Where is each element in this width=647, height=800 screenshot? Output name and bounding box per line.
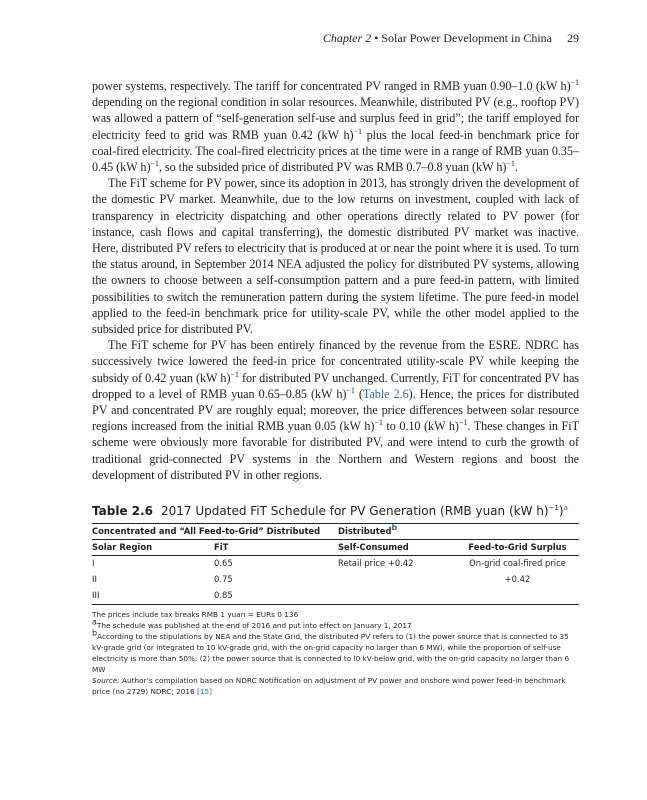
note-prices: The prices include tax breaks RMB 1 yuan = EURs 0 136 bbox=[92, 610, 299, 620]
paragraph-1: power systems, respectively. The tariff for concentrated PV ranged in RMB yuan 0.90–1.0 (kW h)$^{-1}$ depending on the regional condition in solar resources. Meanwhile, distributed PV (e.g., rooftop PV) was allowed a pattern of “self-generation self-use and surplus feed in grid”; the tariff employed for electricity feed to grid was RMB yuan 0.42 (kW h)$^{-1}$ plus the local feed-in benchmark price for coal-fired electricity. The coal-fired electricity prices at the time were in a range of RMB yuan 0.35–0.45 (kW h)$^{-1}$, so the subsided price of distributed PV was RMB 0.7–0.8 yuan (kW h)$^{-1}$. bbox=[92, 77, 579, 175]
cell-fit: 0.85 bbox=[214, 588, 338, 605]
chapter-label: Chapter 2 bbox=[322, 31, 372, 45]
group-header-concentrated: Concentrated and “All Feed-to-Grid” Distributed bbox=[92, 524, 338, 540]
table-label: Table 2.6 bbox=[92, 504, 154, 519]
page-number: 29 bbox=[567, 31, 579, 45]
group-header-distributed: Distributed$^b$ bbox=[338, 524, 579, 540]
col-header-solar-region: Solar Region bbox=[92, 540, 214, 556]
fit-schedule-table bbox=[92, 523, 579, 605]
cell-fit: 0.65 bbox=[214, 558, 233, 569]
table-row bbox=[92, 572, 579, 588]
cell-self-consumed bbox=[338, 588, 456, 605]
cell-region: II bbox=[92, 574, 97, 585]
chapter-bullet: • bbox=[374, 31, 379, 45]
chapter-title: Solar Power Development in China bbox=[381, 31, 552, 45]
table-caption: Table 2.6 2017 Updated FiT Schedule for PV Generation (RMB yuan (kW h)$^{-1}$)$^a$ bbox=[92, 504, 568, 519]
table-notes bbox=[92, 609, 579, 697]
body-text bbox=[92, 78, 579, 483]
note-b: $^b$According to the stipulations by NEA and the State Grid, the distributed PV refers to (1) the power source that is connected to 35 kV-grade grid (or integrated to 10 kV-grade grid, with the on-grid capacity no larger than 6 MW), while the proportion of self-use electricity is more than 50%; (2) the power source that is connected to l0 kV-below grid, with the on-grid capacity no larger than 6 MW bbox=[92, 628, 570, 675]
col-header-fit: FiT bbox=[214, 540, 338, 556]
cell-self-consumed bbox=[338, 572, 456, 588]
cell-feed-to-grid bbox=[456, 588, 579, 605]
cell-feed-to-grid: On-grid coal-fired price bbox=[469, 558, 566, 569]
cell-self-consumed: Retail price +0.42 bbox=[338, 558, 414, 569]
note-a: $^a$The schedule was published at the end of 2016 and put into effect on January 1, 2017 bbox=[92, 617, 412, 631]
reference-15-link[interactable]: [15] bbox=[197, 687, 213, 697]
col-header-feed-to-grid: Feed-to-Grid Surplus bbox=[456, 540, 579, 556]
page bbox=[92, 30, 579, 697]
table-note-a-ref: a bbox=[563, 504, 568, 513]
table-title: 2017 Updated FiT Schedule for PV Generation (RMB yuan (kW h) bbox=[161, 504, 549, 519]
paragraph-2: The FiT scheme for PV power, since its adoption in 2013, has strongly driven the development of the domestic PV market. Meanwhile, due to the low returns on investment, coupled with lack of transparency in electricity dispatching and other operations directly related to PV power (for instance, cash flows and capital transferring), the domestic distributed PV market was inactive. Here, distributed PV refers to electricity that is produced at or near the point where it is used. To turn the status around, in September 2014 NEA adjusted the policy for distributed PV systems, allowing the owners to choose between a self-consumption pattern and a pure feed-in pattern, with limited possibilities to switch the remuneration pattern during the system lifetime. The pure feed-in model applied to the feed-in benchmark price for utility-scale PV, while the other model applied to the subsided price for distributed PV. bbox=[92, 176, 579, 337]
table-group-header-row bbox=[92, 524, 579, 540]
table-2-6-link[interactable]: Table 2.6 bbox=[362, 386, 409, 401]
cell-feed-to-grid: +0.42 bbox=[504, 574, 531, 585]
table-column-header-row bbox=[92, 540, 579, 556]
running-head bbox=[92, 30, 579, 46]
table-row bbox=[92, 556, 579, 573]
table-row bbox=[92, 588, 579, 605]
note-source: Source: Author’s compilation based on NDRC Notification on adjustment of PV power and onshore wind power feed-in benchmark price (no 2729) NDRC; 2016 [15] bbox=[92, 676, 566, 697]
paragraph-3: The FiT scheme for PV has been entirely financed by the revenue from the ESRE. NDRC has successively twice lowered the feed-in price for concentrated utility-scale PV while keeping the subsidy of 0.42 yuan (kW h)$^{-1}$ for distributed PV unchanged. Currently, FiT for concentrated PV has dropped to a level of RMB yuan 0.65–0.85 (kW h)$^{-1}$ (Table 2.6). Hence, the prices for distributed PV and concentrated PV are roughly equal; moreover, the price differences between solar resource regions increased from the initial RMB yuan 0.05 (kW h)$^{-1}$ to 0.10 (kW h)$^{-1}$. These changes in FiT scheme were obviously more favorable for distributed PV, and were intend to curb the growth of traditional grid-connected PV systems in the Northern and Western regions and boost the development of distributed PV in other regions. bbox=[92, 338, 580, 482]
col-header-self-consumed: Self-Consumed bbox=[338, 540, 456, 556]
cell-region: I bbox=[92, 558, 95, 569]
cell-fit: 0.75 bbox=[214, 574, 233, 585]
cell-region: III bbox=[92, 588, 214, 605]
